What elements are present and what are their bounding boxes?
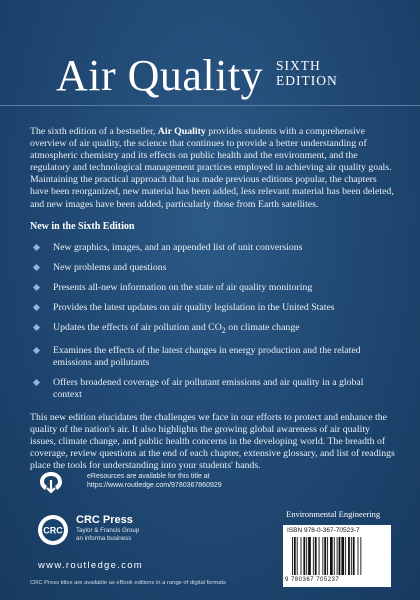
- barcode-bar: [353, 537, 355, 575]
- feature-text: New graphics, images, and an appended list of unit conversions: [53, 241, 303, 253]
- closing-paragraph: This new edition elucidates the challenges we face in our efforts to protect and enhance the quality of the nation's air. It also highlights the growing global awareness of air quality issues, climate change, and public health concerns in the developing world. The breadth of coverage, review questions at the end of each chapter, extensive glossary, and list of readings place the tools for understanding into your students' hands.: [30, 411, 395, 471]
- barcode-bar: [301, 537, 302, 575]
- barcode-graphic: [291, 537, 383, 575]
- bullet-diamond-icon: [33, 284, 40, 291]
- barcode-bar: [351, 537, 352, 575]
- feature-item: [30, 282, 396, 294]
- intro-text-start: The sixth edition of a bestseller,: [30, 126, 158, 137]
- barcode-bar: [330, 537, 333, 575]
- bullet-diamond-icon: [33, 379, 40, 386]
- publisher-block: [76, 514, 139, 542]
- intro-text-end: provides students with a comprehensive overview of air quality, the science that continues to provide a better understanding of atmospheric chemistry and its effects on public health and the environment, and the regulatory and technological management practices employed in achieving air quality goals. Maintaining the practical approach that has made previous editions popular, the chapters have been reorganized, new material has been added, less relevant material has been deleted, and new images have been added, particularly those from Earth satellites.: [30, 126, 394, 210]
- publisher-division: an informa business: [76, 534, 132, 542]
- bullet-diamond-icon: [33, 347, 40, 354]
- barcode-bar: [313, 537, 314, 575]
- feature-item: [30, 322, 396, 337]
- feature-text: [53, 322, 300, 336]
- eresources-line1: eResources are available for this title at: [87, 473, 210, 480]
- feature-text: Provides the latest updates on air quality legislation in the United States: [53, 302, 335, 314]
- barcode-bar: [345, 537, 346, 575]
- barcode-bar: [337, 537, 338, 575]
- barcode-bar: [339, 537, 341, 575]
- barcode-bar: [327, 537, 328, 575]
- barcode-bar: [303, 537, 305, 575]
- subject-category: Environmental Engineering: [286, 509, 381, 519]
- barcode-bar: [341, 537, 344, 575]
- isbn-number: ISBN 978-0-367-70523-7: [287, 527, 360, 534]
- barcode-bar: [319, 537, 320, 575]
- barcode-bar: [294, 537, 296, 575]
- publisher-website[interactable]: www.routledge.com: [38, 560, 143, 571]
- feature-text-start: Updates the effects of air pollution and CO: [53, 322, 222, 334]
- feature-item: [30, 242, 396, 254]
- feature-text: New problems and questions: [53, 261, 167, 273]
- isbn-barcode-block: [283, 525, 391, 587]
- eresources-note: [87, 472, 287, 490]
- feature-text: Offers broadened coverage of air pollutant emissions and air quality in a global context: [53, 377, 364, 401]
- bullet-diamond-icon: [33, 324, 40, 331]
- book-title: Air Quality: [56, 51, 264, 100]
- subscript-2: 2: [221, 326, 226, 336]
- barcode-bar: [334, 537, 335, 575]
- title-divider: [0, 105, 420, 106]
- barcode-bar: [297, 537, 298, 575]
- feature-item: [30, 377, 396, 401]
- barcode-bar: [324, 537, 326, 575]
- barcode-bar: [308, 537, 311, 575]
- eresources-badge-icon: [38, 470, 64, 494]
- isbn-label: [287, 527, 387, 534]
- bullet-diamond-icon: [33, 304, 40, 311]
- description: [30, 126, 396, 472]
- crc-press-logo-icon: [37, 514, 69, 546]
- feature-text-end: on climate change: [225, 322, 300, 334]
- barcode-bar: [358, 537, 359, 575]
- feature-text: Presents all-new information on the state of air quality monitoring: [53, 281, 313, 293]
- bullet-diamond-icon: [33, 264, 40, 271]
- bullet-diamond-icon: [33, 244, 40, 251]
- barcode-bar: [348, 537, 350, 575]
- feature-item: [30, 345, 396, 369]
- barcode-digits: 9 780367 705237: [285, 577, 340, 583]
- barcode-bar: [322, 537, 323, 575]
- eresources-url[interactable]: https://www.routledge.com/9780367860929: [87, 482, 222, 489]
- publisher-footer: [30, 470, 290, 590]
- intro-book-title: Air Quality: [157, 126, 206, 137]
- crc-logo-letters: CRC: [43, 525, 63, 536]
- barcode-bar: [360, 537, 361, 575]
- publisher-name: CRC Press: [76, 514, 133, 526]
- ebook-availability-note: CRC Press titles are available as eBook editions in a range of digital formats: [30, 580, 226, 586]
- feature-item: [30, 302, 396, 314]
- title-block: [0, 51, 420, 106]
- intro-paragraph: [30, 126, 396, 211]
- barcode-bar: [306, 537, 307, 575]
- edition-label: SIXTH EDITION: [276, 58, 338, 88]
- barcode-bar: [315, 537, 317, 575]
- feature-text: Examines the effects of the latest changes in energy production and the related emissions and pollutants: [53, 345, 361, 369]
- publisher-group: Taylor & Francis Group: [76, 527, 140, 534]
- new-features-heading: New in the Sixth Edition: [30, 220, 135, 232]
- feature-item: [30, 262, 396, 274]
- barcode-bar: [292, 537, 293, 575]
- new-features-list: [30, 242, 396, 402]
